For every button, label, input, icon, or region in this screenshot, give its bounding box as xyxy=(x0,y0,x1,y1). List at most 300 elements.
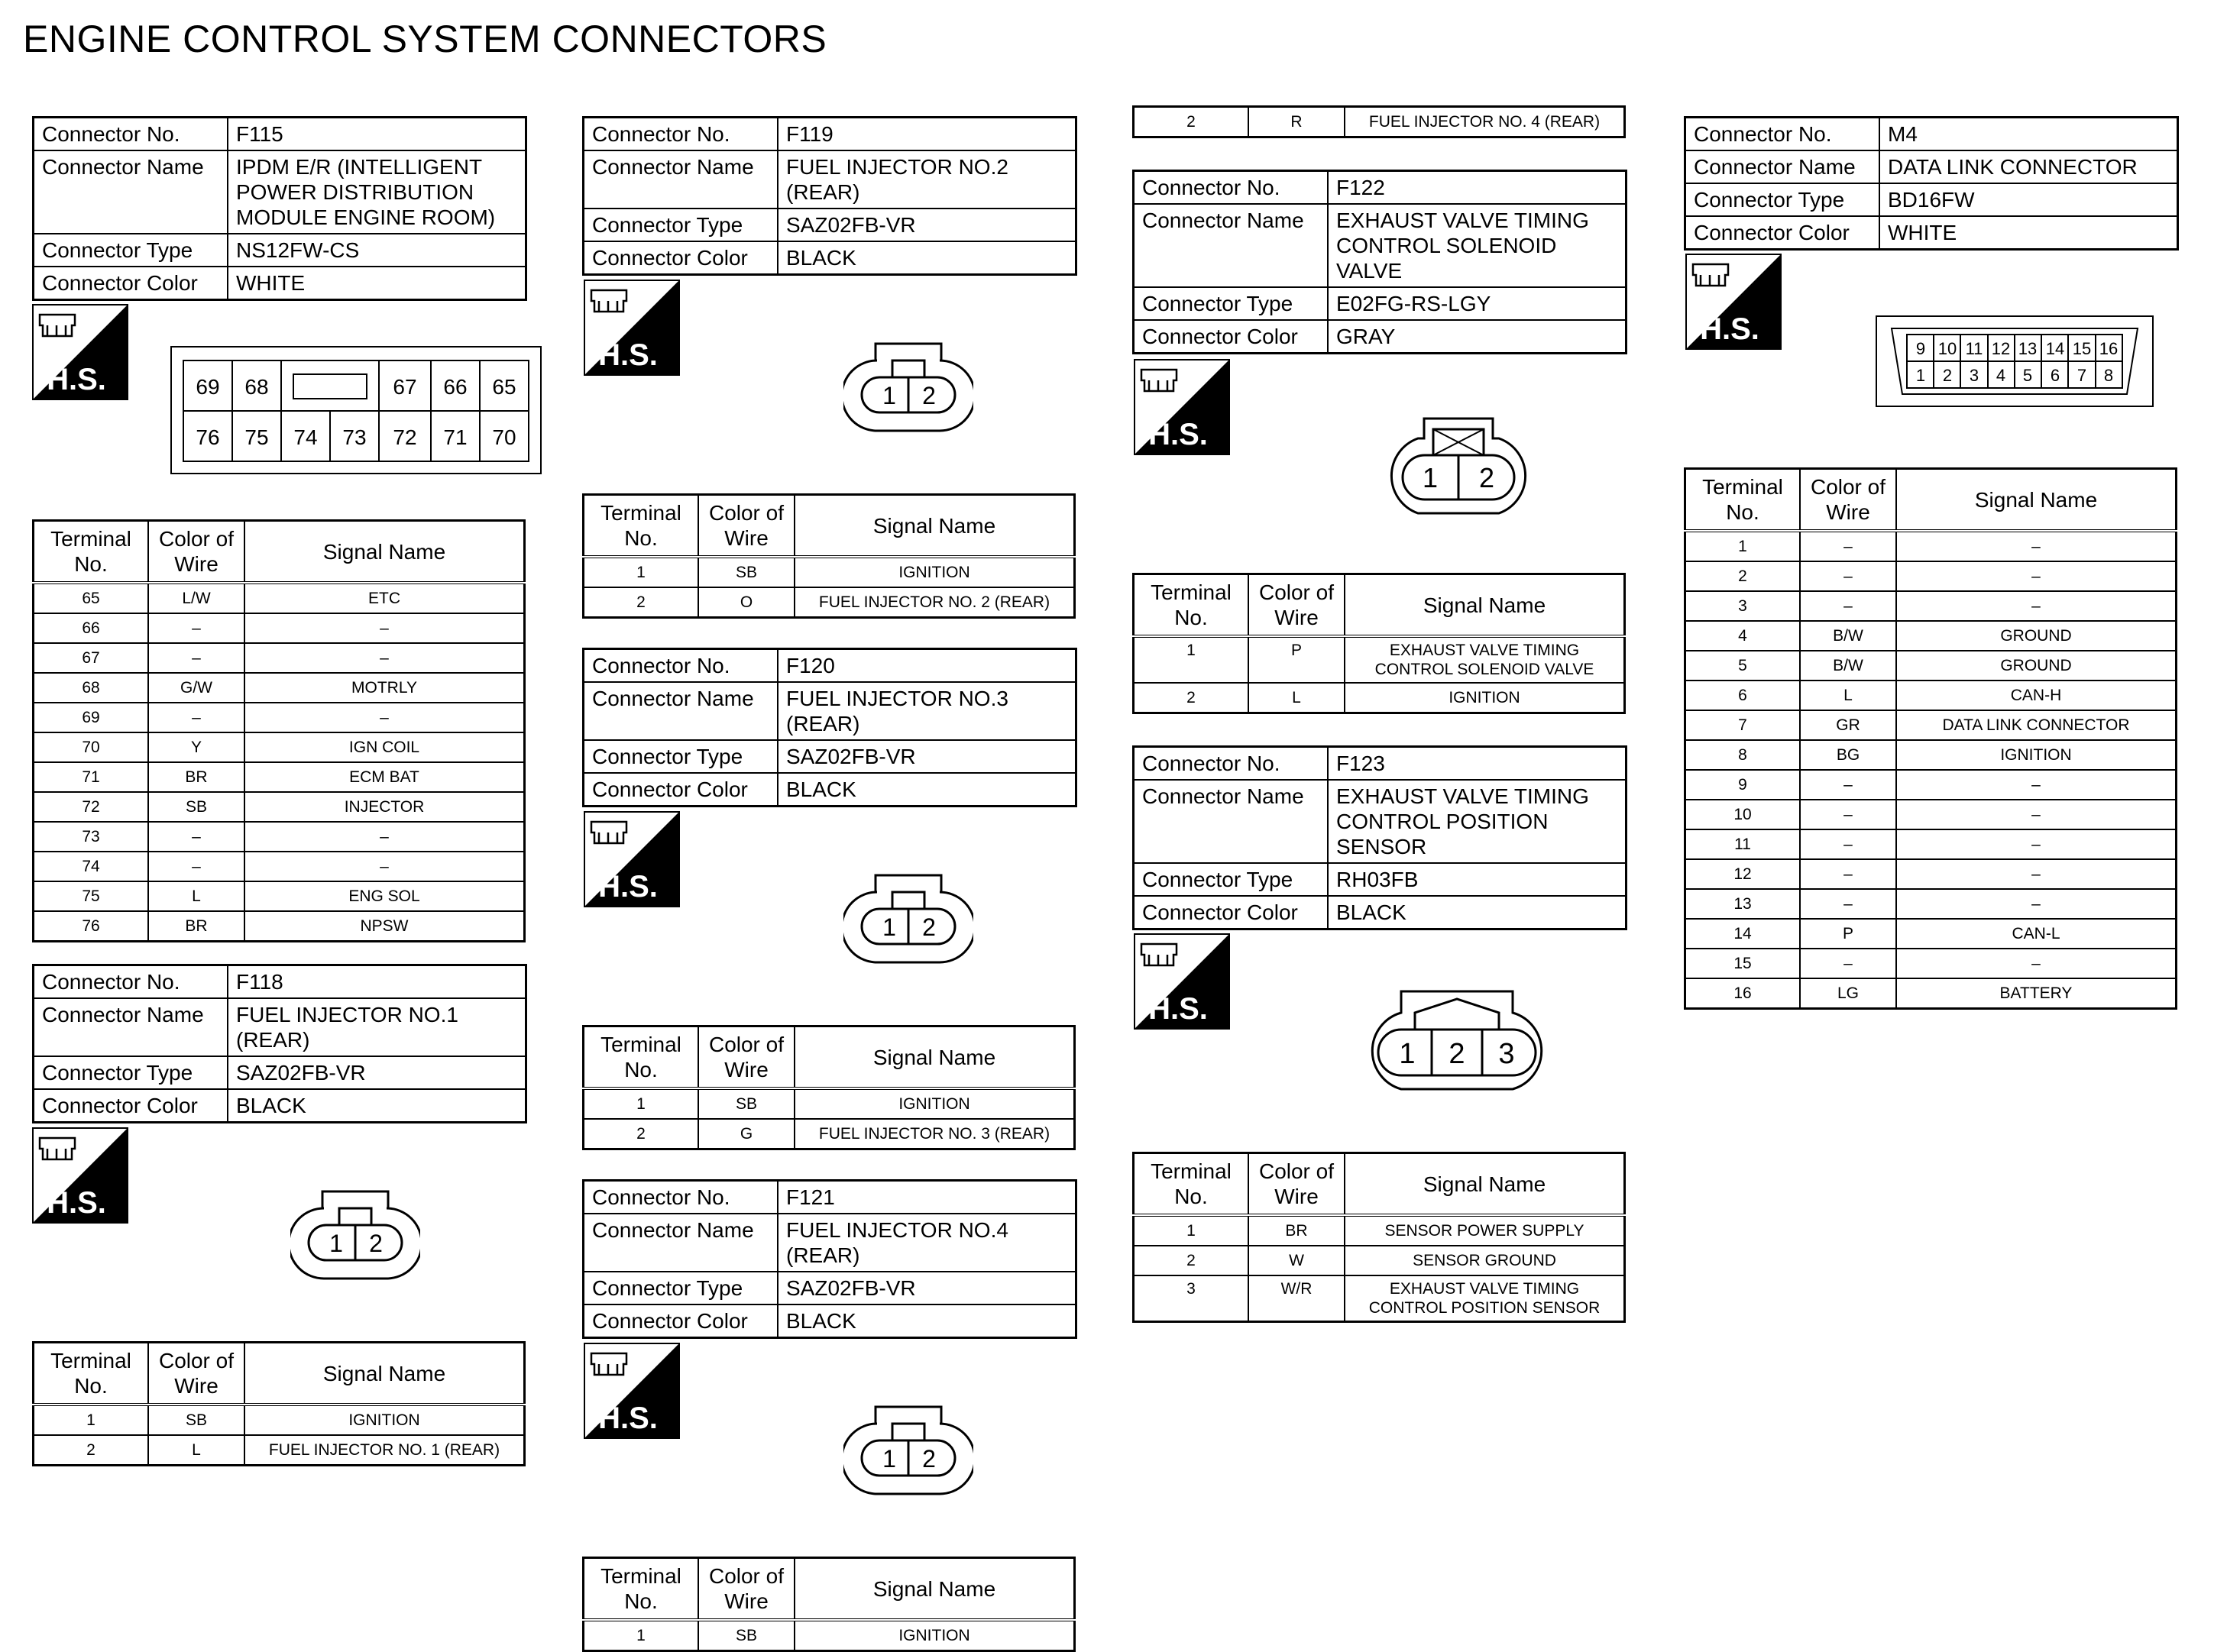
pin-label: 74 xyxy=(293,425,318,449)
connector-type-value: SAZ02FB-VR xyxy=(778,209,1076,241)
terminal-table-f115 xyxy=(32,519,526,942)
label-connector-type: Connector Type xyxy=(584,209,778,241)
signal-name-cell: IGNITION xyxy=(1896,740,2177,770)
th-terminal-no: Terminal No. xyxy=(584,1026,699,1089)
terminal-no-cell: 3 xyxy=(1685,591,1801,621)
wire-color-cell: W xyxy=(1248,1246,1345,1275)
terminal-no-cell: 15 xyxy=(1685,949,1801,978)
pin-label: 1 xyxy=(329,1230,343,1257)
pin-label: 73 xyxy=(342,425,367,449)
wire-color-cell: SB xyxy=(698,1620,795,1651)
signal-name-cell: – xyxy=(1896,949,2177,978)
connector-type-value: SAZ02FB-VR xyxy=(228,1056,526,1089)
signal-name-cell: FUEL INJECTOR NO. 4 (REAR) xyxy=(1345,107,1625,137)
th-color-of-wire: Color of Wire xyxy=(1248,1153,1345,1216)
connector-name-value: FUEL INJECTOR NO.4 (REAR) xyxy=(778,1214,1076,1272)
th-color-of-wire: Color of Wire xyxy=(698,1026,795,1089)
terminal-no-cell: 1 xyxy=(1134,1215,1249,1246)
connector-no-value: F118 xyxy=(228,965,526,999)
pin-label: 2 xyxy=(922,1445,936,1473)
table-row xyxy=(34,852,525,881)
connector-face-f121 xyxy=(843,1404,973,1497)
th-signal-name: Signal Name xyxy=(795,1026,1075,1089)
wire-color-cell: P xyxy=(1800,919,1896,949)
wire-color-cell: – xyxy=(1800,949,1896,978)
wire-color-cell: – xyxy=(1800,829,1896,859)
terminal-no-cell: 1 xyxy=(584,557,699,587)
th-color-of-wire: Color of Wire xyxy=(698,495,795,558)
terminal-no-cell: 69 xyxy=(34,703,149,732)
connector-name-value: FUEL INJECTOR NO.2 (REAR) xyxy=(778,150,1076,209)
hs-label: H.S. xyxy=(598,1401,658,1435)
label-connector-color: Connector Color xyxy=(34,1089,228,1123)
terminal-no-cell: 2 xyxy=(1134,683,1249,713)
signal-name-cell: – xyxy=(1896,859,2177,889)
connector-color-value: GRAY xyxy=(1328,320,1627,354)
wire-color-cell: L xyxy=(1248,683,1345,713)
signal-name-cell: MOTRLY xyxy=(244,673,525,703)
wire-color-cell: B/W xyxy=(1800,621,1896,651)
table-row xyxy=(1134,1215,1625,1246)
pin-label: 1 xyxy=(1399,1038,1416,1070)
terminal-no-cell: 2 xyxy=(1134,1246,1249,1275)
table-row xyxy=(1685,591,2177,621)
terminal-no-cell: 72 xyxy=(34,792,149,822)
wire-color-cell: BR xyxy=(1248,1215,1345,1246)
connector-name-value: DATA LINK CONNECTOR xyxy=(1879,150,2178,183)
connector-face-f115 xyxy=(170,345,542,475)
th-signal-name: Signal Name xyxy=(1896,469,2177,532)
th-signal-name: Signal Name xyxy=(244,521,525,584)
connector-color-value: BLACK xyxy=(778,1304,1076,1338)
table-row xyxy=(1134,636,1625,683)
pin-label: 1 xyxy=(1422,462,1439,493)
pin-label: 75 xyxy=(244,425,269,449)
signal-name-cell: IGNITION xyxy=(795,557,1075,587)
connector-info-f120 xyxy=(582,648,1077,807)
table-row xyxy=(1685,800,2177,829)
terminal-no-cell: 1 xyxy=(584,1088,699,1119)
connector-face-f123 xyxy=(1361,988,1552,1092)
label-connector-no: Connector No. xyxy=(1134,171,1329,205)
terminal-no-cell: 4 xyxy=(1685,621,1801,651)
wire-color-cell: L xyxy=(1800,681,1896,710)
wire-color-cell: – xyxy=(1800,531,1896,561)
hs-label: H.S. xyxy=(47,363,106,396)
terminal-no-cell: 71 xyxy=(34,762,149,792)
pin-label: 1 xyxy=(882,382,896,409)
wire-color-cell: B/W xyxy=(1800,651,1896,681)
terminal-no-cell: 7 xyxy=(1685,710,1801,740)
wire-color-cell: – xyxy=(1800,859,1896,889)
label-connector-no: Connector No. xyxy=(1685,118,1880,151)
table-row xyxy=(1134,1246,1625,1275)
table-row xyxy=(584,1088,1075,1119)
table-row xyxy=(34,822,525,852)
signal-name-cell: EXHAUST VALVE TIMING CONTROL SOLENOID VALVE xyxy=(1345,636,1625,683)
table-row xyxy=(34,881,525,911)
terminal-table-f120 xyxy=(582,1025,1076,1150)
terminal-no-cell: 70 xyxy=(34,732,149,762)
label-connector-type: Connector Type xyxy=(584,740,778,773)
wire-color-cell: – xyxy=(1800,770,1896,800)
table-row xyxy=(34,673,525,703)
terminal-no-cell: 2 xyxy=(1134,107,1249,137)
hs-label: H.S. xyxy=(1148,992,1208,1026)
table-row xyxy=(1685,889,2177,919)
table-row xyxy=(34,732,525,762)
pin-label: 5 xyxy=(2022,366,2033,385)
harness-side-icon xyxy=(1685,254,1782,350)
table-row xyxy=(34,613,525,643)
connector-color-value: BLACK xyxy=(778,773,1076,807)
th-color-of-wire: Color of Wire xyxy=(698,1558,795,1621)
table-row xyxy=(1685,621,2177,651)
table-row xyxy=(1134,683,1625,713)
label-connector-color: Connector Color xyxy=(584,773,778,807)
connector-type-value: NS12FW-CS xyxy=(228,234,526,267)
signal-name-cell: SENSOR POWER SUPPLY xyxy=(1345,1215,1625,1246)
table-row xyxy=(1685,531,2177,561)
connector-info-f123 xyxy=(1132,745,1627,930)
wire-color-cell: SB xyxy=(698,557,795,587)
connector-name-value: EXHAUST VALVE TIMING CONTROL POSITION SENSOR xyxy=(1328,780,1627,863)
table-row xyxy=(1685,919,2177,949)
label-connector-type: Connector Type xyxy=(1134,863,1329,896)
wire-color-cell: – xyxy=(1800,889,1896,919)
terminal-no-cell: 73 xyxy=(34,822,149,852)
terminal-no-cell: 2 xyxy=(584,587,699,618)
signal-name-cell: IGNITION xyxy=(795,1088,1075,1119)
wire-color-cell: L/W xyxy=(148,583,244,613)
table-row xyxy=(1685,561,2177,591)
pin-label: 7 xyxy=(2076,366,2087,385)
pin-label: 3 xyxy=(1969,366,1979,385)
table-row xyxy=(1685,651,2177,681)
connector-type-value: BD16FW xyxy=(1879,183,2178,216)
th-color-of-wire: Color of Wire xyxy=(148,521,244,584)
pin-label: 65 xyxy=(492,375,516,399)
connector-face-f118 xyxy=(290,1188,420,1282)
label-connector-type: Connector Type xyxy=(1134,287,1329,320)
pin-label: 72 xyxy=(393,425,417,449)
wire-color-cell: BG xyxy=(1800,740,1896,770)
terminal-no-cell: 2 xyxy=(1685,561,1801,591)
wire-color-cell: SB xyxy=(698,1088,795,1119)
harness-side-icon xyxy=(584,1343,680,1439)
terminal-table-f121-continued xyxy=(1132,105,1626,138)
signal-name-cell: – xyxy=(1896,770,2177,800)
table-row xyxy=(34,1435,525,1466)
label-connector-color: Connector Color xyxy=(584,241,778,275)
wire-color-cell: – xyxy=(148,613,244,643)
pin-label: 1 xyxy=(882,1445,896,1473)
pin-label: 10 xyxy=(1937,339,1957,358)
label-connector-name: Connector Name xyxy=(1685,150,1880,183)
pin-label: 2 xyxy=(922,913,936,941)
wire-color-cell: – xyxy=(1800,591,1896,621)
label-connector-color: Connector Color xyxy=(1685,216,1880,250)
table-row xyxy=(34,762,525,792)
connector-no-value: F119 xyxy=(778,118,1076,151)
harness-side-icon xyxy=(32,1127,128,1224)
terminal-no-cell: 3 xyxy=(1134,1275,1249,1322)
connector-type-value: E02FG-RS-LGY xyxy=(1328,287,1627,320)
wire-color-cell: L xyxy=(148,881,244,911)
pin-label: 9 xyxy=(1915,339,1926,358)
hs-label: H.S. xyxy=(598,338,658,372)
th-color-of-wire: Color of Wire xyxy=(1248,574,1345,637)
label-connector-name: Connector Name xyxy=(34,998,228,1056)
table-row xyxy=(1685,859,2177,889)
pin-label: 2 xyxy=(1449,1038,1465,1070)
pin-label: 70 xyxy=(492,425,516,449)
terminal-no-cell: 11 xyxy=(1685,829,1801,859)
table-row xyxy=(34,643,525,673)
wire-color-cell: GR xyxy=(1800,710,1896,740)
label-connector-no: Connector No. xyxy=(584,1181,778,1214)
table-row xyxy=(34,703,525,732)
harness-side-icon xyxy=(584,280,680,376)
connector-info-f122 xyxy=(1132,170,1627,354)
connector-face-f122 xyxy=(1384,415,1533,516)
signal-name-cell: FUEL INJECTOR NO. 3 (REAR) xyxy=(795,1119,1075,1149)
th-terminal-no: Terminal No. xyxy=(584,1558,699,1621)
terminal-table-f122 xyxy=(1132,573,1626,714)
wire-color-cell: L xyxy=(148,1435,244,1466)
wire-color-cell: – xyxy=(148,643,244,673)
terminal-no-cell: 1 xyxy=(34,1405,149,1435)
connector-type-value: SAZ02FB-VR xyxy=(778,1272,1076,1304)
pin-label: 2 xyxy=(1942,366,1953,385)
table-row xyxy=(584,557,1075,587)
connector-info-f119 xyxy=(582,116,1077,276)
table-row xyxy=(34,911,525,942)
th-signal-name: Signal Name xyxy=(1345,574,1625,637)
table-row xyxy=(584,1620,1075,1651)
label-connector-type: Connector Type xyxy=(584,1272,778,1304)
pin-label: 12 xyxy=(1991,339,2011,358)
wire-color-cell: G/W xyxy=(148,673,244,703)
harness-side-icon xyxy=(32,304,128,400)
th-signal-name: Signal Name xyxy=(244,1343,525,1405)
table-row xyxy=(1685,710,2177,740)
signal-name-cell: SENSOR GROUND xyxy=(1345,1246,1625,1275)
pin-label: 69 xyxy=(196,375,220,399)
connector-name-value: IPDM E/R (INTELLIGENT POWER DISTRIBUTION MODULE ENGINE ROOM) xyxy=(228,150,526,234)
connector-face-f120 xyxy=(843,872,973,965)
signal-name-cell: CAN-L xyxy=(1896,919,2177,949)
table-row xyxy=(1134,1275,1625,1322)
signal-name-cell: – xyxy=(1896,800,2177,829)
terminal-no-cell: 6 xyxy=(1685,681,1801,710)
table-row xyxy=(1685,978,2177,1009)
connector-no-value: F122 xyxy=(1328,171,1627,205)
terminal-no-cell: 16 xyxy=(1685,978,1801,1009)
th-terminal-no: Terminal No. xyxy=(1134,1153,1249,1216)
th-color-of-wire: Color of Wire xyxy=(1800,469,1896,532)
th-signal-name: Signal Name xyxy=(1345,1153,1625,1216)
harness-side-icon xyxy=(1134,359,1230,455)
wire-color-cell: – xyxy=(1800,561,1896,591)
signal-name-cell: – xyxy=(1896,591,2177,621)
signal-name-cell: – xyxy=(244,643,525,673)
label-connector-name: Connector Name xyxy=(34,150,228,234)
pin-label: 14 xyxy=(2045,339,2065,358)
signal-name-cell: FUEL INJECTOR NO. 1 (REAR) xyxy=(244,1435,525,1466)
label-connector-color: Connector Color xyxy=(1134,896,1329,929)
table-row xyxy=(584,587,1075,618)
terminal-no-cell: 8 xyxy=(1685,740,1801,770)
terminal-no-cell: 67 xyxy=(34,643,149,673)
connector-info-f118 xyxy=(32,964,527,1123)
label-connector-type: Connector Type xyxy=(1685,183,1880,216)
signal-name-cell: GROUND xyxy=(1896,621,2177,651)
signal-name-cell: IGNITION xyxy=(244,1405,525,1435)
terminal-no-cell: 1 xyxy=(1134,636,1249,683)
pin-label: 2 xyxy=(922,382,936,409)
wire-color-cell: – xyxy=(148,822,244,852)
harness-side-icon xyxy=(584,811,680,907)
pin-label: 1 xyxy=(882,913,896,941)
hs-label: H.S. xyxy=(1700,312,1759,346)
table-row xyxy=(584,1119,1075,1149)
connector-no-value: M4 xyxy=(1879,118,2178,151)
terminal-no-cell: 12 xyxy=(1685,859,1801,889)
signal-name-cell: – xyxy=(244,822,525,852)
terminal-no-cell: 1 xyxy=(1685,531,1801,561)
pin-label: 66 xyxy=(443,375,468,399)
wire-color-cell: G xyxy=(698,1119,795,1149)
signal-name-cell: EXHAUST VALVE TIMING CONTROL POSITION SENSOR xyxy=(1345,1275,1625,1322)
label-connector-no: Connector No. xyxy=(1134,747,1329,781)
signal-name-cell: ETC xyxy=(244,583,525,613)
wire-color-cell: BR xyxy=(148,911,244,942)
pin-label: 2 xyxy=(1478,462,1495,493)
signal-name-cell: – xyxy=(1896,889,2177,919)
connector-color-value: BLACK xyxy=(778,241,1076,275)
signal-name-cell: DATA LINK CONNECTOR xyxy=(1896,710,2177,740)
wire-color-cell: R xyxy=(1248,107,1345,137)
th-color-of-wire: Color of Wire xyxy=(148,1343,244,1405)
signal-name-cell: INJECTOR xyxy=(244,792,525,822)
terminal-no-cell: 2 xyxy=(34,1435,149,1466)
connector-face-f119 xyxy=(843,341,973,434)
wire-color-cell: P xyxy=(1248,636,1345,683)
terminal-table-f119 xyxy=(582,493,1076,619)
th-signal-name: Signal Name xyxy=(795,1558,1075,1621)
label-connector-name: Connector Name xyxy=(584,1214,778,1272)
signal-name-cell: BATTERY xyxy=(1896,978,2177,1009)
pin-label: 13 xyxy=(2018,339,2038,358)
connector-no-value: F121 xyxy=(778,1181,1076,1214)
table-row xyxy=(1685,740,2177,770)
terminal-no-cell: 74 xyxy=(34,852,149,881)
label-connector-name: Connector Name xyxy=(584,150,778,209)
wire-color-cell: SB xyxy=(148,1405,244,1435)
signal-name-cell: FUEL INJECTOR NO. 2 (REAR) xyxy=(795,587,1075,618)
pin-label: 1 xyxy=(1915,366,1926,385)
pin-label: 68 xyxy=(244,375,269,399)
table-row xyxy=(1685,770,2177,800)
signal-name-cell: IGN COIL xyxy=(244,732,525,762)
connector-type-value: RH03FB xyxy=(1328,863,1627,896)
label-connector-type: Connector Type xyxy=(34,1056,228,1089)
label-connector-no: Connector No. xyxy=(34,118,228,151)
connector-color-value: BLACK xyxy=(228,1089,526,1123)
wire-color-cell: Y xyxy=(148,732,244,762)
pin-label: 6 xyxy=(2050,366,2060,385)
connector-no-value: F120 xyxy=(778,649,1076,683)
signal-name-cell: – xyxy=(1896,531,2177,561)
pin-label: 11 xyxy=(1965,339,1983,358)
signal-name-cell: – xyxy=(1896,829,2177,859)
connector-info-f115 xyxy=(32,116,527,301)
pin-label: 67 xyxy=(393,375,417,399)
label-connector-no: Connector No. xyxy=(584,118,778,151)
table-row xyxy=(34,792,525,822)
pin-label: 76 xyxy=(196,425,220,449)
connector-info-f121 xyxy=(582,1179,1077,1339)
connector-info-m4 xyxy=(1684,116,2179,251)
th-signal-name: Signal Name xyxy=(795,495,1075,558)
signal-name-cell: IGNITION xyxy=(795,1620,1075,1651)
label-connector-no: Connector No. xyxy=(34,965,228,999)
wire-color-cell: – xyxy=(1800,800,1896,829)
table-row xyxy=(1685,681,2177,710)
th-terminal-no: Terminal No. xyxy=(584,495,699,558)
wire-color-cell: – xyxy=(148,852,244,881)
pin-label: 2 xyxy=(369,1230,383,1257)
signal-name-cell: ECM BAT xyxy=(244,762,525,792)
signal-name-cell: – xyxy=(244,703,525,732)
label-connector-color: Connector Color xyxy=(584,1304,778,1338)
label-connector-no: Connector No. xyxy=(584,649,778,683)
terminal-no-cell: 2 xyxy=(584,1119,699,1149)
signal-name-cell: NPSW xyxy=(244,911,525,942)
th-terminal-no: Terminal No. xyxy=(1134,574,1249,637)
label-connector-color: Connector Color xyxy=(1134,320,1329,354)
terminal-no-cell: 10 xyxy=(1685,800,1801,829)
table-row xyxy=(1685,949,2177,978)
wire-color-cell: SB xyxy=(148,792,244,822)
terminal-table-f121 xyxy=(582,1557,1076,1652)
connector-name-value: FUEL INJECTOR NO.1 (REAR) xyxy=(228,998,526,1056)
wire-color-cell: O xyxy=(698,587,795,618)
pin-label: 15 xyxy=(2072,339,2092,358)
terminal-no-cell: 13 xyxy=(1685,889,1801,919)
connector-name-value: FUEL INJECTOR NO.3 (REAR) xyxy=(778,682,1076,740)
pin-label: 16 xyxy=(2099,339,2119,358)
table-row xyxy=(34,1405,525,1435)
label-connector-name: Connector Name xyxy=(1134,780,1329,863)
terminal-no-cell: 75 xyxy=(34,881,149,911)
terminal-no-cell: 65 xyxy=(34,583,149,613)
table-row xyxy=(1685,829,2177,859)
connector-color-value: WHITE xyxy=(1879,216,2178,250)
page-title: ENGINE CONTROL SYSTEM CONNECTORS xyxy=(23,18,827,60)
signal-name-cell: GROUND xyxy=(1896,651,2177,681)
th-terminal-no: Terminal No. xyxy=(34,521,149,584)
connector-color-value: WHITE xyxy=(228,267,526,300)
hs-label: H.S. xyxy=(1148,418,1208,451)
terminal-no-cell: 66 xyxy=(34,613,149,643)
wire-color-cell: LG xyxy=(1800,978,1896,1009)
pin-label: 71 xyxy=(443,425,468,449)
pin-label: 3 xyxy=(1498,1038,1515,1070)
terminal-table-m4 xyxy=(1684,467,2177,1010)
table-row xyxy=(34,583,525,613)
